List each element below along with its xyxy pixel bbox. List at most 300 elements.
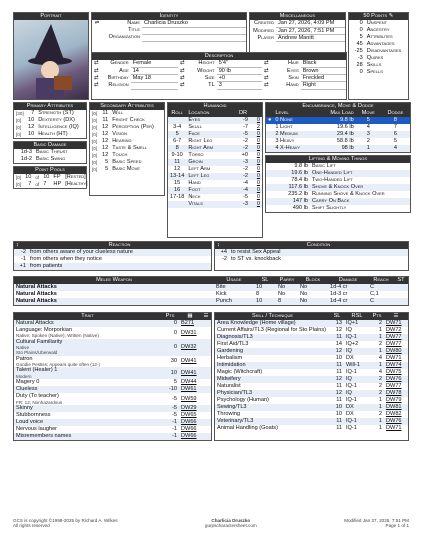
organization-field[interactable] [142,34,246,41]
description-row [262,67,346,74]
trait-reference[interactable]: DW32 [179,339,201,356]
encumbrance-level[interactable]: 2 Medium [273,131,315,138]
trait-reference[interactable]: DW59 [181,395,197,402]
attribute-value[interactable]: 10 [28,117,35,124]
description-value[interactable]: May 18 [131,75,178,83]
description-value[interactable]: Brown [301,67,346,74]
skill-level: 10 [335,411,342,418]
skill-name[interactable]: Gardening [215,348,330,355]
location-penalty: +0 [241,152,248,159]
weapon-level[interactable]: 10 [254,284,276,291]
attribute-points: [0] [16,124,22,130]
skill-points: 1 [370,362,384,369]
trait-reference[interactable]: DW66 [181,426,197,433]
points-value[interactable]: -3 [357,55,363,62]
shuffle-icon[interactable]: ⇄ [264,82,269,89]
points-value[interactable]: 45 [356,41,363,48]
weapon-damage[interactable]: 1d-4 cr [328,284,368,291]
attribute-value[interactable]: 12 [102,124,109,131]
location-dr[interactable]: 0 [250,201,262,208]
trait-row [14,367,211,379]
skill-name[interactable]: Naturalist [217,383,241,390]
title-field[interactable] [142,27,246,34]
attribute-value[interactable]: 11 [102,117,109,124]
trait-reference[interactable]: DW66 [179,433,201,440]
description-value[interactable]: Right [301,82,346,89]
attribute-row [90,124,164,131]
description-value[interactable]: Black [301,60,346,67]
trait-name-cell[interactable] [14,356,161,368]
trait-name-cell[interactable] [14,426,161,433]
location-dr[interactable]: 0 [250,187,262,194]
points-category: Advantages [366,41,395,48]
portrait-image[interactable] [14,20,88,99]
skill-reference[interactable]: DW77 [384,334,408,341]
shuffle-icon[interactable]: ⇄ [180,74,185,81]
lift-value: 490 lb [292,205,308,212]
shuffle-icon[interactable]: ⇄ [180,67,185,74]
skill-reference[interactable]: DW82 [386,411,402,418]
location-dr[interactable]: 0 [250,173,262,180]
reaction-situation: from others when they notice [30,256,102,263]
lift-value: 147 lb [266,198,310,205]
lifting-panel [265,155,411,213]
skill-points: 4 [378,369,382,376]
skill-name[interactable]: Throwing [217,411,241,418]
shuffle-icon[interactable]: ⇄ [264,67,269,74]
skill-points: 1 [378,327,382,334]
trait-name: Magery 0 [16,379,40,386]
trait-reference[interactable]: DW29 [179,405,201,412]
hit-location-row [168,194,262,201]
weapon-usage[interactable]: Bite [214,284,254,291]
reactions-panel [13,241,212,271]
weapon-parry[interactable]: 8 [276,298,298,305]
skill-name[interactable]: Intimidation [215,362,330,369]
skill-name[interactable]: Physician/TL3 [215,390,330,397]
skill-row [215,383,408,390]
skill-name[interactable]: Animal Handling (Goats) [217,425,278,432]
name-field[interactable]: Charlicia Druszko [142,20,246,27]
points-value[interactable]: 5 [359,34,363,41]
shuffle-icon[interactable]: ⇄ [264,60,269,67]
attribute-points: [0] [92,117,98,123]
column-header: Max Load [316,110,356,117]
location-dr[interactable]: 0 [250,145,262,152]
trait-name-cell[interactable] [14,386,161,393]
attribute-value[interactable]: 5 [105,166,109,173]
weapon-usage[interactable]: Punch [214,298,254,305]
trait-points: 0 [173,329,177,336]
skill-name[interactable]: Sewing/TL3 [215,404,330,411]
lifting-table [266,163,410,212]
skill-name[interactable]: Veterinary/TL3 [215,418,330,425]
skill-level: 10 [335,355,342,362]
column-header: RSL [344,313,370,320]
description-label: Age [119,67,129,74]
skill-relative-level: Will-1 [344,362,370,369]
max-load: 98 lb [316,145,356,152]
weapon-name: Natural Attacks [14,284,214,291]
primary-attributes-panel [13,102,87,139]
skill-relative-level: IQ [344,348,370,355]
location-penalty: -3 [236,201,250,208]
weapon-st [394,284,408,291]
shuffle-icon[interactable]: ⇄ [94,82,99,89]
skill-row [215,397,408,404]
description-row [262,74,346,81]
skill-row [215,348,408,355]
column-header: Location [186,110,236,117]
encumbrance-marker[interactable] [266,138,273,145]
description-value[interactable]: 5'4" [217,60,262,67]
attribute-points: [0] [92,159,98,165]
trait-reference[interactable]: B271 [179,320,201,327]
trait-reference[interactable]: DW65 [181,412,197,419]
skill-name[interactable]: Diagnosis/TL3 [215,334,330,341]
description-value[interactable]: +0 [217,74,262,81]
points-category: Disadvantages [366,48,402,55]
trait-row [14,386,211,393]
points-value[interactable]: 0 [359,20,363,27]
skills-panel [214,312,409,441]
skill-level: 12 [330,348,344,355]
attribute-value[interactable]: 12 [28,124,35,131]
trait-reference[interactable]: DW61 [179,386,201,393]
attribute-row [14,117,86,124]
skill-name[interactable]: Magic (Witchcraft) [217,369,263,376]
trait-name-cell[interactable] [14,339,161,356]
lift-label: Two-Handed Lift [312,177,353,184]
points-value[interactable]: 0 [359,69,363,76]
hit-location-row [168,138,262,145]
skill-relative-level: IQ-1 [346,369,357,376]
edit-icon[interactable]: ✎ [388,13,394,19]
shuffle-icon[interactable]: ⇄ [180,82,185,89]
trait-reference[interactable]: DW31 [181,329,197,336]
lift-label: Carry On Back [310,198,410,205]
skill-row [215,418,408,425]
weapon-name: Natural Attacks [14,298,214,305]
skill-reference[interactable]: DW77 [386,341,402,348]
roll-range: 3-4 [173,124,182,131]
attribute-name: Basic Move [112,166,140,173]
reference-column-icon: ▦ [179,313,201,320]
location-dr[interactable]: 2 [256,124,260,131]
description-label: Birthday [107,75,129,82]
skill-level: 14 [335,341,342,348]
rights-text: All rights reserved [13,523,50,529]
hit-location-header: Humanoid [168,103,262,110]
attribute-value[interactable]: 5 [105,159,109,166]
column-header: DR [236,110,250,117]
trait-name: Clueless [16,386,38,393]
sort-icon[interactable]: ↕ [215,242,229,249]
trait-name-cell[interactable] [14,379,161,386]
points-row [349,34,408,41]
shuffle-icon[interactable]: ⇄ [94,60,99,67]
encumbrance-marker[interactable] [266,131,273,138]
description-row [178,74,262,81]
skill-reference[interactable]: DW78 [384,390,408,397]
shuffle-icon[interactable]: ⇄ [94,20,100,27]
points-value[interactable]: 28 [356,62,363,69]
attribute-value[interactable]: 12 [102,145,109,152]
description-row [92,67,178,75]
lift-value: 235.2 lb [288,191,308,198]
hit-location-row [168,187,262,194]
trait-row [14,327,211,339]
encumbrance-level[interactable]: 4 X-Heavy [273,145,315,152]
location-dr[interactable]: 0 [256,194,260,201]
trait-row [14,433,211,440]
description-value[interactable]: 90 lb [217,67,262,74]
dodge-value: 6 [381,131,410,138]
attribute-row [14,124,86,131]
move-value: 5 [356,117,381,124]
damage-value: 1d-3 [20,149,32,156]
conditional-modifier: -2 [222,256,227,263]
points-category: Skills [366,62,382,69]
reaction-modifier: -1 [21,256,26,263]
description-value[interactable]: 14 [131,67,178,75]
location-dr[interactable]: 0 [256,152,260,159]
skill-name[interactable]: Midwifery [215,376,330,383]
skill-reference[interactable]: DW71 [384,320,408,327]
encumbrance-marker[interactable] [266,124,273,131]
trait-reference[interactable]: DW41 [179,367,201,379]
location-dr[interactable]: 0 [256,180,260,187]
weapon-block[interactable]: No [300,291,308,298]
name-label: Name [127,20,140,27]
damage-row [14,156,86,163]
skill-name[interactable]: Current Affairs/TL3 (Regional for Sto Plains) [217,327,327,334]
description-value[interactable] [131,82,178,89]
skill-level: 11 [330,334,344,341]
shuffle-icon[interactable]: ⇄ [180,60,185,67]
description-label: Gender [110,60,129,67]
skill-reference[interactable]: DW76 [384,376,408,383]
attribute-value[interactable]: 7 [31,110,35,117]
encumbrance-level[interactable]: 0 None [273,117,315,124]
skill-name[interactable]: Psychology (Human) [217,397,269,404]
reactions-table [14,242,211,270]
melee-panel [13,276,409,306]
location-dr[interactable]: 0 [250,117,262,124]
trait-points: -5 [172,395,177,402]
weapon-level[interactable]: 8 [256,291,260,298]
shuffle-icon[interactable]: ⇄ [94,67,99,74]
skill-relative-level: IQ [346,327,352,334]
primary-attributes-table [14,110,86,138]
location-dr[interactable]: 0 [256,166,260,173]
skill-name[interactable]: Area Knowledge (Home village) [215,320,330,327]
encumbrance-marker[interactable]: ● [268,117,272,124]
weapon-usage[interactable]: Kick [216,291,227,298]
traits-panel [13,312,212,441]
secondary-attributes-table [90,110,164,173]
location-dr[interactable]: 0 [250,131,262,138]
skill-row [215,334,408,341]
trait-name-cell[interactable] [14,320,161,327]
skill-name[interactable]: Herbalism [217,355,243,362]
weapon-parry[interactable]: No [276,284,298,291]
skill-relative-level: DX [346,411,354,418]
encumbrance-marker[interactable] [266,145,273,152]
list-column-icon: ☰ [201,313,211,320]
trait-spacer [201,320,211,327]
description-value[interactable]: 3 [217,82,262,89]
location-name: Right Arm [186,145,236,152]
skill-points: 1 [378,397,382,404]
points-category: Spells [366,69,383,76]
trait-spacer [201,379,211,386]
created-label: Created [254,20,274,27]
list-column-icon: ☰ [384,313,408,320]
column-header: Move [356,110,381,117]
points-value[interactable]: -25 [354,48,363,55]
encumbrance-row [266,138,410,145]
skill-row [215,327,408,334]
weapon-damage[interactable]: 1d-4 cr [328,298,368,305]
footer-website[interactable]: gurpscharactersheet.com [204,523,257,529]
trait-name-cell[interactable] [14,327,161,339]
skill-row [215,362,408,369]
skill-relative-level: DX [344,404,370,411]
skill-reference[interactable]: DW79 [386,397,402,404]
trait-name-cell[interactable] [14,367,161,379]
attribute-value[interactable]: 11 [102,110,109,117]
skill-reference[interactable]: DW71 [386,355,402,362]
trait-name-cell[interactable] [14,393,161,405]
lift-value: 19.6 lb [266,170,310,177]
trait-spacer [201,367,211,379]
attribute-value[interactable]: 12 [102,131,109,138]
trait-spacer [201,426,211,433]
points-row [349,27,408,34]
pool-state: [Healthy] [65,181,88,188]
pool-name: HP [53,181,62,188]
skill-reference[interactable]: DW72 [386,327,402,334]
attribute-row [90,131,164,138]
reaction-header-row [14,242,211,249]
location-name: Eyes [186,117,236,124]
pool-current[interactable]: 7 [28,181,32,188]
skill-reference[interactable]: DW77 [386,383,402,390]
trait-name-cell[interactable] [14,412,161,419]
skill-points: 1 [370,404,384,411]
point-pools-header: Point Pools [14,167,86,174]
skill-row [215,369,408,376]
created-value: Jan 27, 2026, 4:09 PM [276,20,345,27]
trait-name-cell[interactable] [14,405,161,412]
skill-row [215,341,408,348]
column-header: Reach [368,277,394,284]
skill-reference[interactable]: DW74 [384,362,408,369]
reaction-row [14,249,211,256]
pool-current[interactable]: 10 [25,174,32,181]
pool-points: [0] [16,174,22,180]
skill-reference[interactable]: DW75 [386,369,402,376]
skill-relative-level: IQ [344,390,370,397]
weapon-damage[interactable]: 1d-3 cr [330,291,348,298]
attribute-points: [0] [92,110,98,116]
weapon-block[interactable]: No [298,284,328,291]
encumbrance-level[interactable]: 1 Light [275,124,293,131]
trait-spacer [201,433,211,440]
description-value[interactable]: Female [131,60,178,67]
skill-row [215,355,408,362]
skill-relative-level: IQ+1 [344,320,370,327]
shuffle-icon[interactable]: ⇄ [94,75,99,82]
points-row [349,48,408,55]
encumbrance-row [266,131,410,138]
sort-icon[interactable]: ↕ [14,242,28,249]
points-category: Unspent [366,20,388,27]
skill-reference[interactable]: DW81 [384,404,408,411]
location-name: Face [186,131,236,138]
lifting-row [266,177,410,184]
weapon-parry[interactable]: No [278,291,286,298]
attribute-value[interactable]: 12 [102,152,109,159]
trait-name-cell[interactable] [14,419,161,426]
modified-label: Modified [253,27,274,34]
weapon-block[interactable]: No [298,298,328,305]
skill-level: 11 [330,362,344,369]
conditional-modifier: +4 [215,249,229,256]
trait-points: -1 [172,426,177,433]
conditional-table [215,242,408,263]
skill-reference[interactable]: DW76 [384,418,408,425]
description-row [92,75,178,83]
secondary-attributes-panel [89,102,165,196]
hit-location-row [168,173,262,180]
location-dr[interactable]: 0 [256,138,260,145]
weapon-level[interactable]: 10 [254,298,276,305]
skill-name[interactable]: First Aid/TL3 [217,341,249,348]
trait-row [14,339,211,356]
points-value[interactable]: 0 [359,27,363,34]
attribute-value[interactable]: 12 [102,138,109,145]
pool-max: 10 [43,174,50,181]
skill-reference[interactable]: DW71 [386,425,402,432]
skill-level: 11 [336,397,342,404]
skill-row [215,404,408,411]
skill-reference[interactable]: DW80 [384,348,408,355]
lift-value: 9.8 lb [294,163,308,170]
hit-location-row [168,180,262,187]
encumbrance-level[interactable]: 3 Heavy [275,138,295,145]
location-dr[interactable]: 0 [250,159,262,166]
player-field[interactable]: Andrew Manitt [276,34,345,41]
trait-name: Talent (Healer) 1 [16,367,58,374]
description-row [92,82,178,89]
trait-note: Goodie Pestiss; Appears quite often (12-) [16,362,101,368]
shuffle-icon[interactable]: ⇄ [264,74,269,81]
trait-reference[interactable]: DW66 [179,419,201,426]
trait-row [14,405,211,412]
attribute-value[interactable]: 10 [28,131,35,138]
trait-name-cell[interactable] [14,433,161,440]
trait-points: 0 [161,339,179,356]
page-number: Page 1 of 1 [385,523,409,529]
points-row [349,62,408,69]
trait-reference[interactable]: DW44 [181,379,197,386]
description-value[interactable]: Freckled [301,74,346,81]
hit-location-row [168,131,262,138]
hit-location-row [168,201,262,208]
trait-reference[interactable]: DW41 [181,358,197,365]
